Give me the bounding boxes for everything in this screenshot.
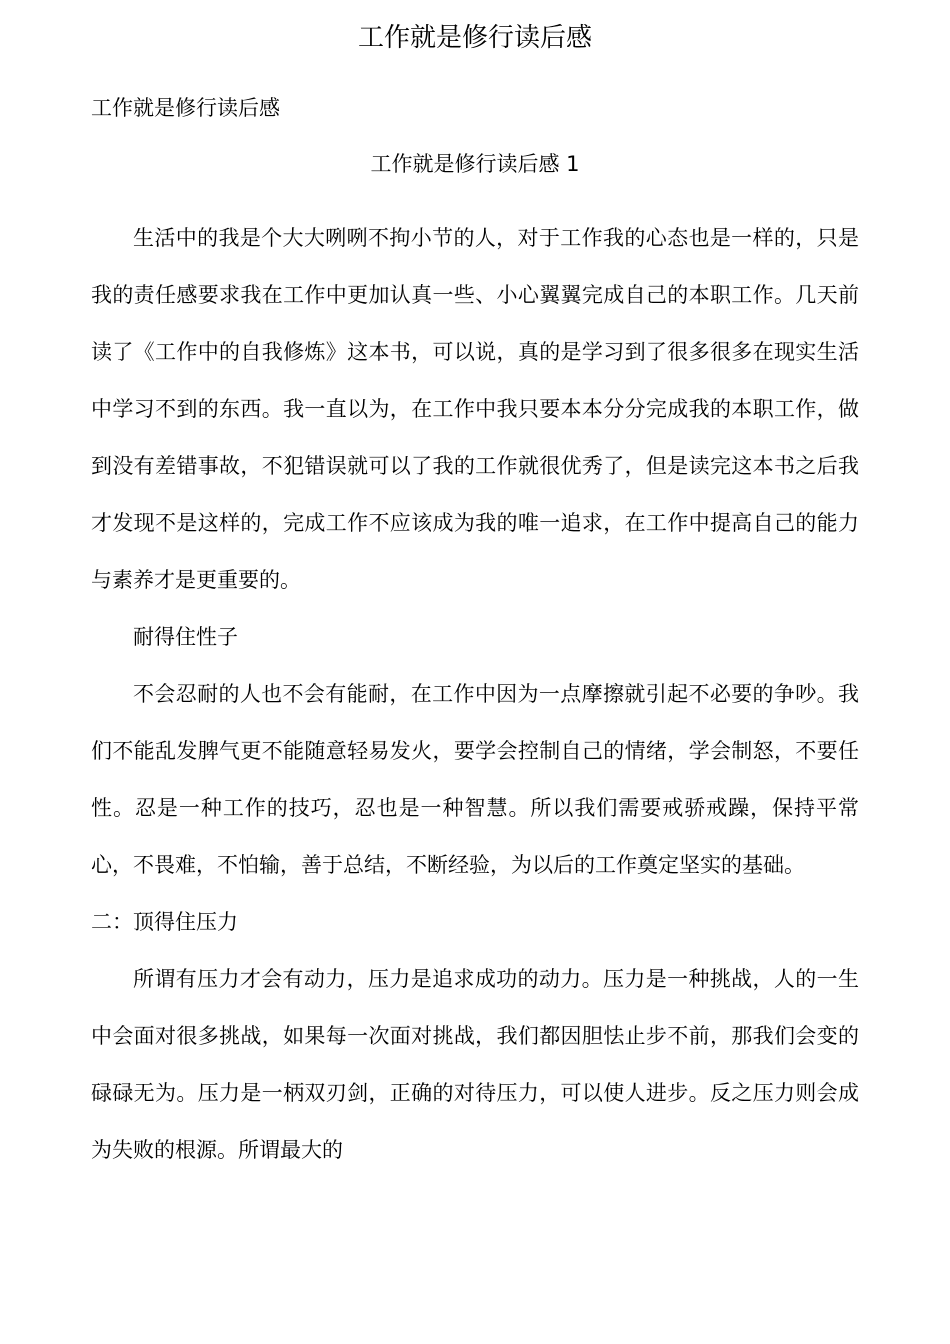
document-subtitle: 工作就是修行读后感: [91, 96, 280, 120]
section-title: 工作就是修行读后感 1: [370, 152, 580, 176]
paragraph-1: 生活中的我是个大大咧咧不拘小节的人，对于工作我的心态也是一样的，只是我的责任感要求我在工作中更加认真一些、小心翼翼完成自己的本职工作。几天前读了《工作中的自我修炼》这本书，可以说，真的是学习到了很多很多在现实生活中学习不到的东西。我一直以为，在工作中我只要本本分分完成我的本职工作，做到没有差错事故，不犯错误就可以了我的工作就很优秀了，但是读完这本书之后我才发现不是这样的，完成工作不应该成为我的唯一追求，在工作中提高自己的能力与素养才是更重要的。: [91, 226, 859, 592]
paragraph-2: 不会忍耐的人也不会有能耐，在工作中因为一点摩擦就引起不必要的争吵。我们不能乱发脾气更不能随意轻易发火，要学会控制自己的情绪，学会制怒，不要任性。忍是一种工作的技巧，忍也是一种智慧。所以我们需要戒骄戒躁，保持平常心，不畏难，不怕输，善于总结，不断经验，为以后的工作奠定坚实的基础。: [91, 682, 859, 877]
document-body: [91, 210, 859, 1179]
paragraph-3: 所谓有压力才会有动力，压力是追求成功的动力。压力是一种挑战，人的一生中会面对很多挑战，如果每一次面对挑战，我们都因胆怯止步不前，那我们会变的碌碌无为。压力是一柄双刃剑，正确的对待压力，可以使人进步。反之压力则会成为失败的根源。所谓最大的: [91, 967, 859, 1162]
document-title: 工作就是修行读后感: [357, 23, 592, 53]
subheading-patience: 耐得住性子: [133, 625, 238, 649]
subheading-pressure: 二：顶得住压力: [91, 910, 238, 934]
